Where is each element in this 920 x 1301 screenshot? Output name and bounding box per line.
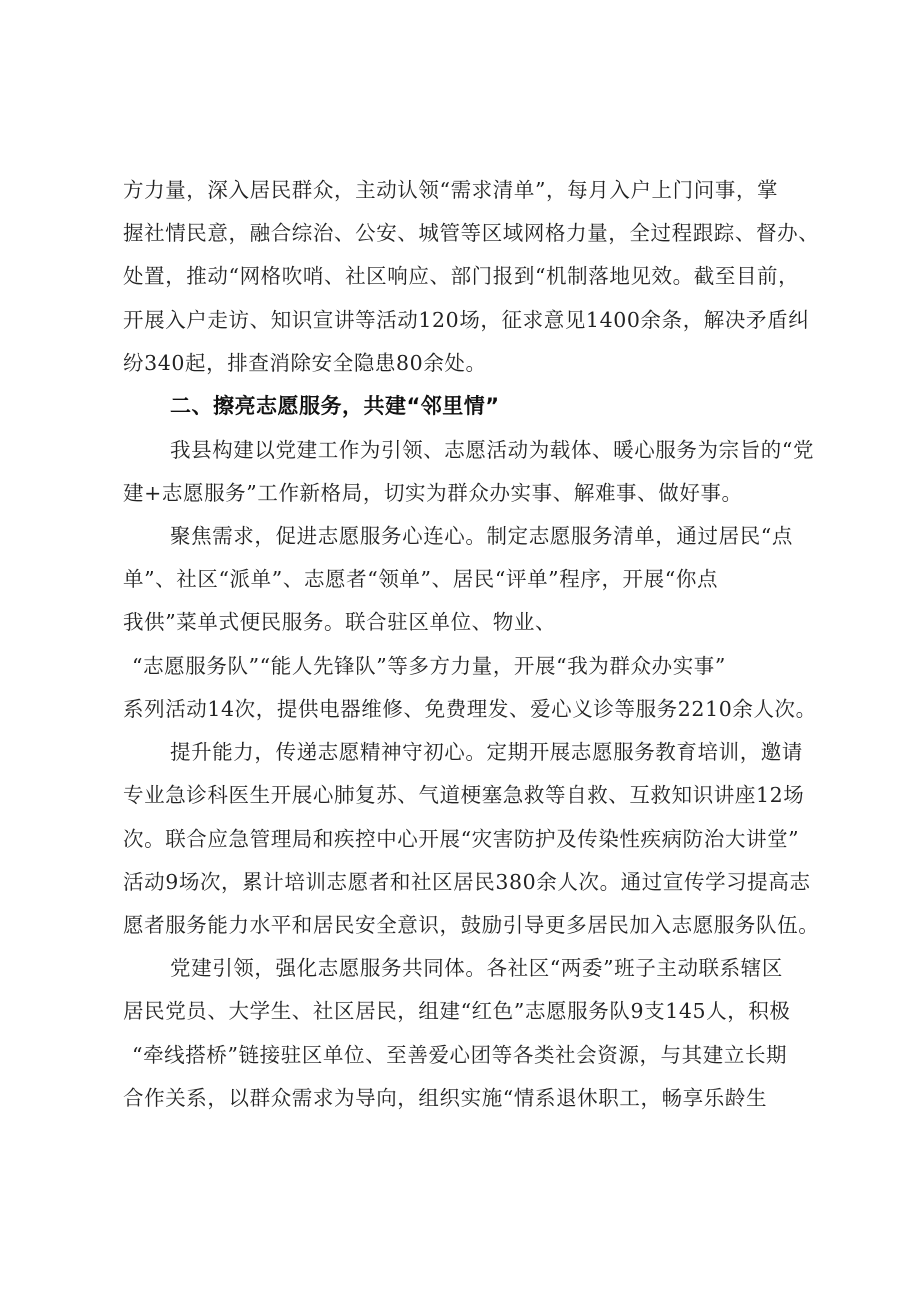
paragraph-line: 党建引领，强化志愿服务共同体。各社区“两委”班子主动联系辖区 [170, 956, 783, 980]
paragraph-line: 提升能力，传递志愿精神守初心。定期开展志愿服务教育培训，邀请 [170, 740, 803, 764]
paragraph-line: 建+志愿服务”工作新格局，切实为群众办实事、解难事、做好事。 [123, 481, 743, 505]
paragraph-line: 愿者服务能力水平和居民安全意识，鼓励引导更多居民加入志愿服务队伍。 [123, 913, 820, 937]
paragraph-line: 活动9场次，累计培训志愿者和社区居民380余人次。通过宣传学习提高志 [123, 870, 811, 894]
paragraph-line: 合作关系，以群众需求为导向，组织实施“情系退休职工，畅享乐龄生 [123, 1086, 768, 1110]
paragraph-line: 纷340起，排查消除安全隐患80余处。 [123, 351, 487, 375]
paragraph-line: “牵线搭桥”链接驻区单位、至善爱心团等各类社会资源，与其建立长期 [132, 1043, 788, 1067]
paragraph-line: 聚焦需求，促进志愿服务心连心。制定志愿服务清单，通过居民“点 [170, 524, 793, 548]
paragraph-line: 我县构建以党建工作为引领、志愿活动为载体、暖心服务为宗旨的“党 [170, 438, 815, 462]
paragraph-line: 单”、社区“派单”、志愿者“领单”、居民“评单”程序，开展“你点 [123, 567, 719, 591]
paragraph-line: 专业急诊科医生开展心肺复苏、气道梗塞急救等自救、互救知识讲座12场 [123, 783, 805, 807]
paragraph-line: 握社情民意，融合综治、公安、城管等区域网格力量，全过程跟踪、督办、 [123, 221, 820, 245]
paragraph-line: 居民党员、大学生、社区居民，组建“红色”志愿服务队9支145人，积极 [123, 999, 791, 1023]
paragraph-line: 开展入户走访、知识宣讲等活动120场，征求意见1400余条，解决矛盾纠 [123, 308, 810, 332]
paragraph-line: 系列活动14次，提供电器维修、免费理发、爱心义诊等服务2210余人次。 [123, 697, 817, 721]
paragraph-line: 次。联合应急管理局和疾控中心开展“灾害防护及传染性疾病防治大讲堂” [123, 827, 800, 851]
paragraph-line: 方力量，深入居民群众，主动认领“需求清单”，每月入户上门问事，掌 [123, 178, 779, 202]
paragraph-line: 处置，推动“网格吹哨、社区响应、部门报到“机制落地见效。截至目前， [123, 264, 800, 288]
paragraph-line: 我供”菜单式便民服务。联合驻区单位、物业、 [123, 610, 557, 634]
paragraph-line: “志愿服务队”“能人先锋队”等多方力量，开展“我为群众办实事” [132, 654, 726, 678]
section-heading: 二、擦亮志愿服务，共建“邻里情” [170, 394, 500, 418]
